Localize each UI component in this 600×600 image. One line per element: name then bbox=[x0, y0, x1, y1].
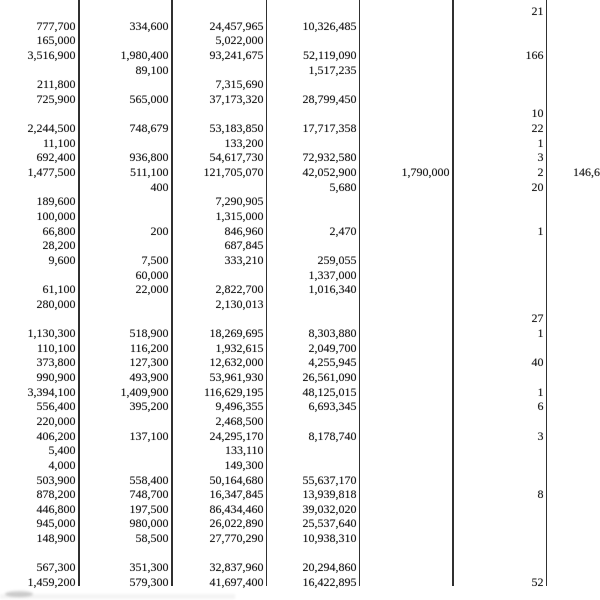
table-cell bbox=[547, 443, 600, 458]
table-cell bbox=[453, 92, 547, 107]
table-cell: 692,400 bbox=[36, 150, 76, 165]
table-cell: 12,632,000 bbox=[209, 355, 264, 370]
table-cell: 24,295,170 bbox=[209, 428, 264, 443]
table-cell bbox=[547, 4, 600, 19]
table-cell bbox=[172, 268, 267, 283]
table-cell: 61,100 bbox=[42, 282, 76, 297]
table-cell: 121,705,070 bbox=[203, 165, 264, 180]
table-cell: 878,200 bbox=[36, 487, 76, 502]
table-cell bbox=[172, 180, 267, 195]
table-cell: 503,900 bbox=[36, 472, 76, 487]
table-cell bbox=[79, 443, 172, 458]
table-cell bbox=[360, 136, 453, 151]
table-cell bbox=[360, 194, 453, 209]
table-cell bbox=[547, 180, 600, 195]
table-cell bbox=[547, 560, 600, 575]
table-cell: 3 bbox=[537, 428, 544, 443]
table-cell bbox=[360, 238, 453, 253]
table-cell: 334,600 bbox=[129, 18, 169, 33]
table-cell bbox=[360, 560, 453, 575]
table-cell: 93,241,675 bbox=[209, 47, 264, 62]
table-cell: 220,000 bbox=[36, 413, 76, 428]
table-cell: 28,799,450 bbox=[302, 91, 357, 106]
table-cell: 8,178,740 bbox=[308, 428, 357, 443]
table-cell: 28,200 bbox=[42, 238, 76, 253]
scan-shadow-band bbox=[0, 594, 235, 599]
table-cell bbox=[360, 4, 453, 19]
table-cell: 146,6 bbox=[573, 165, 600, 180]
table-cell bbox=[360, 297, 453, 312]
table-cell: 395,200 bbox=[129, 399, 169, 414]
table-cell: 4,000 bbox=[48, 457, 76, 472]
table-cell bbox=[0, 4, 79, 19]
table-cell: 1,517,235 bbox=[308, 62, 357, 77]
table-cell bbox=[360, 311, 453, 326]
table-cell bbox=[547, 429, 600, 444]
table-cell bbox=[547, 224, 600, 239]
table-cell bbox=[453, 77, 547, 92]
table-cell: 1 bbox=[537, 384, 544, 399]
table-cell: 100,000 bbox=[36, 208, 76, 223]
table-cell: 2 bbox=[537, 165, 544, 180]
table-cell bbox=[547, 341, 600, 356]
table-cell: 39,032,020 bbox=[302, 501, 357, 516]
table-cell bbox=[360, 63, 453, 78]
table-cell bbox=[0, 268, 79, 283]
table-cell bbox=[79, 238, 172, 253]
table-cell: 60,000 bbox=[135, 267, 169, 282]
table-cell bbox=[453, 282, 547, 297]
table-cell: 20,294,860 bbox=[302, 560, 357, 575]
table-cell: 2,822,700 bbox=[215, 282, 264, 297]
table-cell bbox=[547, 311, 600, 326]
table-cell: 116,200 bbox=[129, 340, 169, 355]
table-cell: 748,700 bbox=[129, 487, 169, 502]
table-cell bbox=[267, 209, 360, 224]
table-cell bbox=[79, 546, 172, 561]
table-cell bbox=[453, 268, 547, 283]
table-cell: 518,900 bbox=[129, 326, 169, 341]
table-cell bbox=[79, 4, 172, 19]
table-cell: 687,845 bbox=[224, 238, 264, 253]
table-cell: 1,459,200 bbox=[27, 574, 76, 589]
table-cell: 26,022,890 bbox=[209, 516, 264, 531]
table-cell bbox=[547, 575, 600, 590]
table-cell: 8,303,880 bbox=[308, 326, 357, 341]
table-cell bbox=[0, 311, 79, 326]
table-cell bbox=[453, 531, 547, 546]
table-cell bbox=[267, 297, 360, 312]
table-cell bbox=[547, 92, 600, 107]
table-cell bbox=[0, 546, 79, 561]
table-cell: 37,173,320 bbox=[209, 91, 264, 106]
table-cell: 189,600 bbox=[36, 194, 76, 209]
table-cell bbox=[360, 209, 453, 224]
table-cell bbox=[79, 136, 172, 151]
table-cell: 133,110 bbox=[224, 443, 264, 458]
table-cell: 333,210 bbox=[224, 252, 264, 267]
table-cell bbox=[267, 238, 360, 253]
table-cell: 25,537,640 bbox=[302, 516, 357, 531]
table-cell: 3 bbox=[537, 150, 544, 165]
table-cell bbox=[172, 311, 267, 326]
table-cell: 211,800 bbox=[36, 77, 76, 92]
table-cell bbox=[360, 531, 453, 546]
table-cell: 53,961,930 bbox=[209, 370, 264, 385]
table-cell bbox=[547, 487, 600, 502]
table-cell: 1,409,900 bbox=[120, 384, 169, 399]
table-cell: 72,932,580 bbox=[302, 150, 357, 165]
table-cell bbox=[360, 268, 453, 283]
table-cell bbox=[453, 238, 547, 253]
table-cell: 21 bbox=[531, 4, 544, 18]
table-cell bbox=[0, 180, 79, 195]
table-cell: 40 bbox=[531, 355, 544, 370]
table-cell: 27,770,290 bbox=[209, 531, 264, 546]
table-cell bbox=[360, 326, 453, 341]
table-cell: 725,900 bbox=[36, 91, 76, 106]
table-cell bbox=[547, 516, 600, 531]
table-cell bbox=[453, 458, 547, 473]
table-cell: 565,000 bbox=[129, 91, 169, 106]
table-cell bbox=[360, 443, 453, 458]
table-cell bbox=[79, 77, 172, 92]
table-cell: 9,496,355 bbox=[215, 399, 264, 414]
table-cell: 1,130,300 bbox=[27, 326, 76, 341]
table-cell: 86,434,460 bbox=[209, 501, 264, 516]
table-cell: 1,337,000 bbox=[308, 267, 357, 282]
table-cell bbox=[0, 106, 79, 121]
table-cell: 1,477,500 bbox=[27, 165, 76, 180]
table-cell bbox=[547, 399, 600, 414]
table-cell: 2,049,700 bbox=[308, 340, 357, 355]
table-cell bbox=[547, 458, 600, 473]
table-cell: 7,315,690 bbox=[215, 77, 264, 92]
table-cell: 980,000 bbox=[129, 516, 169, 531]
table-cell: 2,470 bbox=[329, 223, 357, 238]
table-cell bbox=[453, 19, 547, 34]
table-cell bbox=[172, 63, 267, 78]
table-cell: 1,932,615 bbox=[215, 340, 264, 355]
table-cell bbox=[360, 385, 453, 400]
table-cell: 280,000 bbox=[36, 296, 76, 311]
table-cell: 149,300 bbox=[224, 457, 264, 472]
table-cell: 567,300 bbox=[36, 560, 76, 575]
table-cell: 24,457,965 bbox=[209, 18, 264, 33]
table-cell bbox=[267, 77, 360, 92]
table-cell bbox=[360, 487, 453, 502]
table-cell bbox=[453, 370, 547, 385]
table-cell bbox=[79, 311, 172, 326]
table-cell bbox=[360, 77, 453, 92]
table-cell bbox=[172, 546, 267, 561]
table-cell bbox=[360, 150, 453, 165]
table-cell bbox=[79, 458, 172, 473]
table-cell: 17,717,358 bbox=[302, 121, 357, 136]
table-cell bbox=[267, 443, 360, 458]
table-cell bbox=[547, 268, 600, 283]
table-cell: 259,055 bbox=[317, 252, 357, 267]
table-cell bbox=[360, 458, 453, 473]
table-cell: 133,200 bbox=[224, 135, 264, 150]
table-cell bbox=[360, 48, 453, 63]
table-cell: 48,125,015 bbox=[302, 384, 357, 399]
table-cell bbox=[547, 326, 600, 341]
table-cell: 18,269,695 bbox=[209, 326, 264, 341]
table-cell bbox=[547, 473, 600, 488]
table-cell: 556,400 bbox=[36, 399, 76, 414]
table-cell: 558,400 bbox=[129, 472, 169, 487]
table-cell bbox=[267, 4, 360, 19]
table-cell bbox=[79, 106, 172, 121]
table-cell: 1 bbox=[537, 135, 544, 150]
table-cell bbox=[453, 443, 547, 458]
table-cell: 110,100 bbox=[36, 340, 76, 355]
table-cell: 446,800 bbox=[36, 501, 76, 516]
table-cell bbox=[453, 560, 547, 575]
table-cell: 846,960 bbox=[224, 223, 264, 238]
table-cell: 1 bbox=[537, 223, 544, 238]
table-cell: 2,468,500 bbox=[215, 413, 264, 428]
table-cell: 52 bbox=[531, 574, 544, 589]
table-cell bbox=[172, 4, 267, 19]
table-cell: 54,617,730 bbox=[209, 150, 264, 165]
table-cell: 50,164,680 bbox=[209, 472, 264, 487]
table-cell bbox=[360, 575, 453, 590]
table-cell bbox=[453, 63, 547, 78]
table-cell: 511,100 bbox=[129, 165, 169, 180]
table-cell: 55,637,170 bbox=[302, 472, 357, 487]
table-cell bbox=[547, 106, 600, 121]
table-cell bbox=[547, 77, 600, 92]
table-cell: 89,100 bbox=[135, 62, 169, 77]
table-cell: 53,183,850 bbox=[209, 121, 264, 136]
table-cell bbox=[453, 546, 547, 561]
table-cell: 58,500 bbox=[135, 531, 169, 546]
table-cell bbox=[360, 516, 453, 531]
table-cell bbox=[79, 414, 172, 429]
table-cell: 406,200 bbox=[36, 428, 76, 443]
table-cell: 351,300 bbox=[129, 560, 169, 575]
table-cell: 16,422,895 bbox=[302, 574, 357, 589]
table-cell bbox=[360, 502, 453, 517]
table-cell: 148,900 bbox=[36, 531, 76, 546]
table-cell: 116,629,195 bbox=[203, 384, 264, 399]
table-cell bbox=[547, 121, 600, 136]
table-cell: 3,516,900 bbox=[27, 47, 76, 62]
table-cell bbox=[360, 370, 453, 385]
table-cell bbox=[360, 106, 453, 121]
table-cell: 4,255,945 bbox=[308, 355, 357, 370]
table-cell bbox=[547, 282, 600, 297]
table-cell: 1,016,340 bbox=[308, 282, 357, 297]
table-cell bbox=[547, 355, 600, 370]
scan-table bbox=[0, 4, 600, 590]
table-cell: 10 bbox=[531, 106, 544, 121]
table-cell: 32,837,960 bbox=[209, 560, 264, 575]
table-cell bbox=[267, 458, 360, 473]
table-cell bbox=[547, 194, 600, 209]
table-cell: 41,697,400 bbox=[209, 574, 264, 589]
table-cell bbox=[360, 341, 453, 356]
table-cell: 42,052,900 bbox=[302, 165, 357, 180]
table-cell: 2,244,500 bbox=[27, 121, 76, 136]
table-cell bbox=[360, 224, 453, 239]
table-cell: 20 bbox=[531, 179, 544, 194]
table-cell bbox=[79, 209, 172, 224]
table-cell bbox=[360, 473, 453, 488]
table-cell bbox=[547, 33, 600, 48]
table-cell bbox=[547, 531, 600, 546]
table-cell: 165,000 bbox=[36, 33, 76, 48]
table-cell bbox=[360, 19, 453, 34]
table-cell: 137,100 bbox=[129, 428, 169, 443]
table-cell bbox=[360, 33, 453, 48]
table-cell: 11,100 bbox=[42, 135, 76, 150]
table-cell: 5,022,000 bbox=[215, 33, 264, 48]
table-cell: 197,500 bbox=[129, 501, 169, 516]
table-cell: 22,000 bbox=[135, 282, 169, 297]
table-cell bbox=[453, 341, 547, 356]
table-cell: 52,119,090 bbox=[302, 47, 357, 62]
table-cell bbox=[172, 106, 267, 121]
table-cell: 5,680 bbox=[329, 179, 357, 194]
table-cell bbox=[547, 297, 600, 312]
table-cell bbox=[360, 429, 453, 444]
table-cell: 26,561,090 bbox=[302, 370, 357, 385]
table-cell: 8 bbox=[537, 487, 544, 502]
table-cell bbox=[453, 414, 547, 429]
table-cell: 493,900 bbox=[129, 370, 169, 385]
table-cell bbox=[453, 502, 547, 517]
table-cell bbox=[360, 546, 453, 561]
table-cell bbox=[267, 194, 360, 209]
table-cell: 6,693,345 bbox=[308, 399, 357, 414]
table-cell: 579,300 bbox=[129, 574, 169, 589]
table-cell bbox=[547, 19, 600, 34]
table-cell bbox=[547, 238, 600, 253]
table-cell: 5,400 bbox=[48, 443, 76, 458]
table-cell bbox=[267, 311, 360, 326]
table-cell bbox=[547, 385, 600, 400]
table-cell bbox=[79, 194, 172, 209]
table-cell: 16,347,845 bbox=[209, 487, 264, 502]
table-cell bbox=[79, 297, 172, 312]
table-cell bbox=[360, 92, 453, 107]
table-cell bbox=[79, 33, 172, 48]
table-cell bbox=[547, 209, 600, 224]
table-cell: 22 bbox=[531, 121, 544, 136]
table-cell bbox=[453, 473, 547, 488]
table-cell: 3,394,100 bbox=[27, 384, 76, 399]
table-cell bbox=[0, 63, 79, 78]
table-cell bbox=[267, 414, 360, 429]
table-cell: 1,790,000 bbox=[401, 165, 450, 180]
table-cell: 200 bbox=[150, 223, 169, 238]
table-cell bbox=[453, 516, 547, 531]
table-cell bbox=[267, 136, 360, 151]
table-cell: 27 bbox=[531, 311, 544, 326]
table-cell bbox=[360, 282, 453, 297]
table-cell bbox=[360, 399, 453, 414]
table-cell: 127,300 bbox=[129, 355, 169, 370]
table-cell: 1 bbox=[537, 326, 544, 341]
table-cell: 1,315,000 bbox=[215, 208, 264, 223]
table-cell: 6 bbox=[537, 399, 544, 414]
table-cell bbox=[453, 297, 547, 312]
table-cell: 748,679 bbox=[129, 121, 169, 136]
table-cell: 990,900 bbox=[36, 370, 76, 385]
table-cell: 945,000 bbox=[36, 516, 76, 531]
table-cell: 166 bbox=[525, 47, 544, 62]
table-cell bbox=[547, 502, 600, 517]
table-cell bbox=[360, 355, 453, 370]
table-cell: 9,600 bbox=[48, 252, 76, 267]
table-cell: 936,800 bbox=[129, 150, 169, 165]
table-cell: 66,800 bbox=[42, 223, 76, 238]
table-cell bbox=[547, 370, 600, 385]
table-cell: 400 bbox=[150, 179, 169, 194]
table-cell bbox=[547, 414, 600, 429]
table-cell bbox=[453, 209, 547, 224]
table-cell bbox=[360, 253, 453, 268]
table-cell bbox=[360, 414, 453, 429]
table-cell bbox=[547, 63, 600, 78]
table-cell bbox=[547, 253, 600, 268]
table-cell: 777,700 bbox=[36, 18, 76, 33]
table-cell bbox=[453, 194, 547, 209]
table-cell bbox=[547, 546, 600, 561]
table-cell bbox=[547, 150, 600, 165]
table-cell: 373,800 bbox=[36, 355, 76, 370]
table-cell bbox=[267, 106, 360, 121]
table-cell bbox=[360, 180, 453, 195]
table-cell: 7,290,905 bbox=[215, 194, 264, 209]
table-cell bbox=[360, 121, 453, 136]
table-cell bbox=[453, 253, 547, 268]
table-cell: 10,938,310 bbox=[302, 531, 357, 546]
table-cell bbox=[547, 136, 600, 151]
table-cell: 1,980,400 bbox=[120, 47, 169, 62]
table-cell: 7,500 bbox=[141, 252, 169, 267]
table-cell bbox=[453, 33, 547, 48]
table-cell: 10,326,485 bbox=[302, 18, 357, 33]
table-cell bbox=[267, 33, 360, 48]
table-cell bbox=[267, 546, 360, 561]
table-cell bbox=[547, 48, 600, 63]
table-cell: 2,130,013 bbox=[215, 296, 264, 311]
table-cell: 13,939,818 bbox=[302, 487, 357, 502]
